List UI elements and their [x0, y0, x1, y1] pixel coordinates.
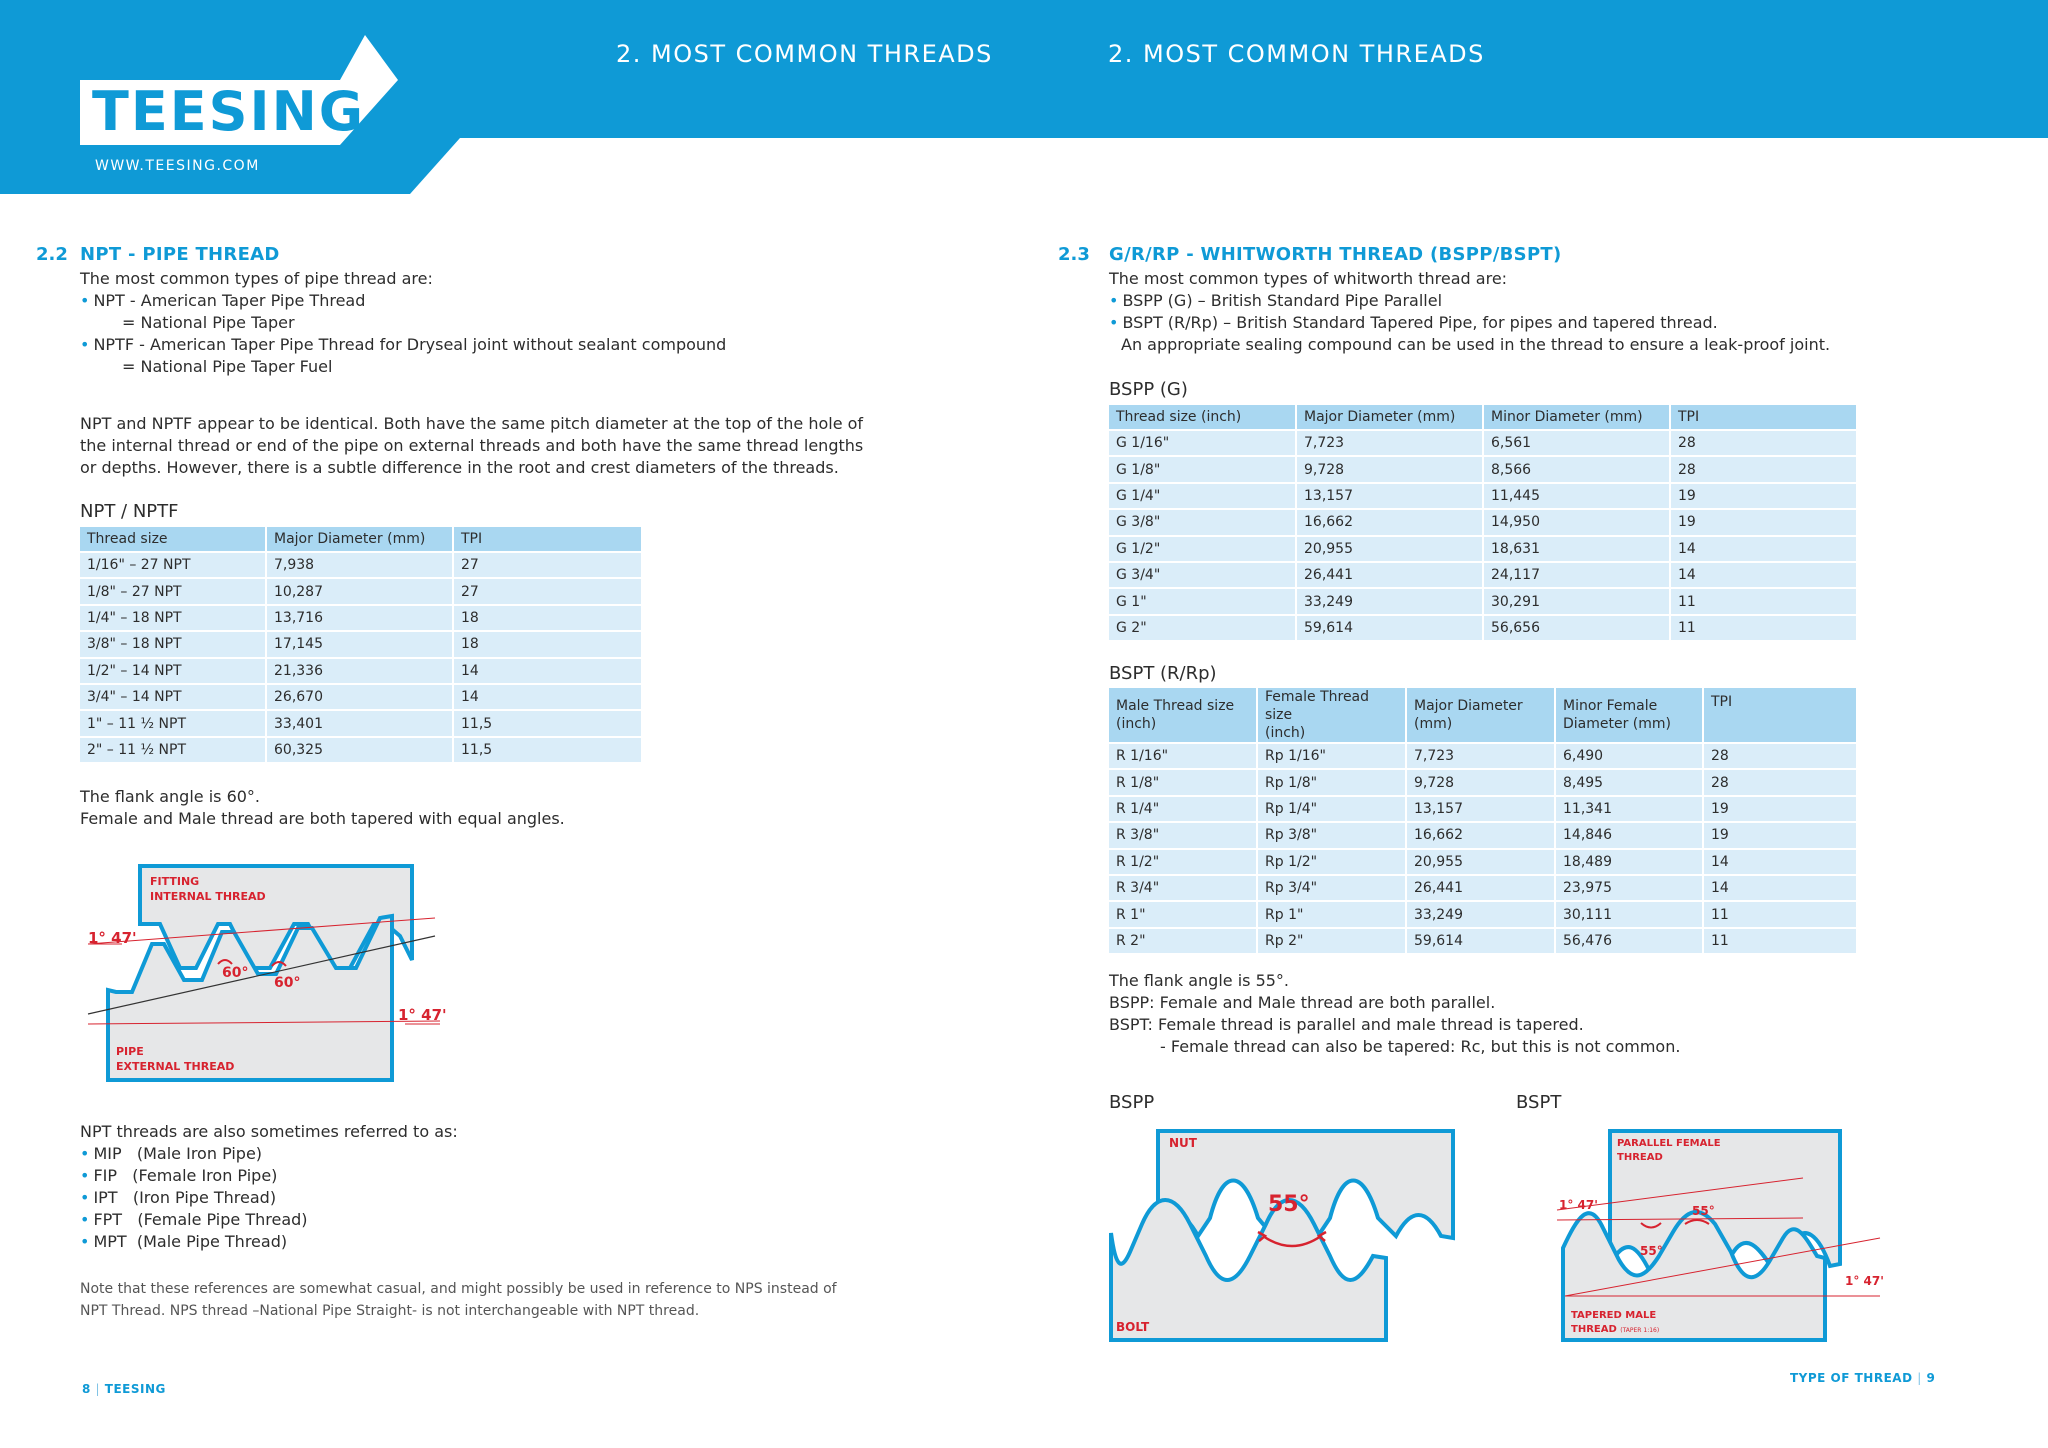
- column-header: Male Thread size (inch): [1109, 688, 1258, 744]
- table-cell: G 3/4": [1109, 563, 1297, 589]
- table-cell: 11,5: [454, 711, 641, 737]
- table-row: [1109, 537, 1856, 563]
- table-cell: 6,561: [1484, 431, 1671, 457]
- bspp-diagram-title: BSPP: [1109, 1092, 1155, 1113]
- table-cell: 2" – 11 ½ NPT: [80, 738, 267, 764]
- table-cell: 1/16" – 27 NPT: [80, 553, 267, 579]
- table-cell: 14: [1671, 563, 1856, 589]
- table-cell: Rp 1/16": [1258, 744, 1407, 770]
- table-cell: 28: [1704, 770, 1856, 796]
- bsp-flank-line: The flank angle is 55°.: [1109, 971, 1290, 990]
- table-cell: 11: [1704, 902, 1856, 928]
- bspt-male-label-line-2: THREAD (TAPER 1:16): [1571, 1324, 1660, 1335]
- table-cell: 14,950: [1484, 510, 1671, 536]
- table-cell: 8,566: [1484, 457, 1671, 483]
- table-row: [1109, 457, 1856, 483]
- table-cell: 20,955: [1297, 537, 1484, 563]
- table-row: [1109, 589, 1856, 615]
- table-cell: Rp 1": [1258, 902, 1407, 928]
- npt-bullet-1: • NPT - American Taper Pipe Thread: [80, 291, 366, 310]
- table-cell: 11: [1671, 616, 1856, 642]
- aliases-intro: NPT threads are also sometimes referred to as:: [80, 1122, 458, 1141]
- table-row: [1109, 484, 1856, 510]
- table-cell: 10,287: [267, 579, 454, 605]
- table-cell: R 1": [1109, 902, 1258, 928]
- npt-note-line: NPT Thread. NPS thread –National Pipe Straight- is not interchangeable with NPT thread.: [80, 1303, 700, 1319]
- table-cell: 1/4" – 18 NPT: [80, 606, 267, 632]
- table-cell: R 3/8": [1109, 823, 1258, 849]
- table-cell: 8,495: [1556, 770, 1704, 796]
- table-header-row: [80, 527, 641, 553]
- section-number-2-3: 2.3: [1058, 244, 1090, 265]
- table-cell: 17,145: [267, 632, 454, 658]
- section-title-whitworth: G/R/RP - WHITWORTH THREAD (BSPP/BSPT): [1109, 244, 1562, 265]
- table-cell: 27: [454, 579, 641, 605]
- whitworth-bullet-2: • BSPT (R/Rp) – British Standard Tapered Pipe, for pipes and tapered thread.: [1109, 313, 1718, 332]
- table-cell: 11,445: [1484, 484, 1671, 510]
- column-header: Female Thread size (inch): [1258, 688, 1407, 744]
- table-cell: Rp 3/8": [1258, 823, 1407, 849]
- column-header: Minor Female Diameter (mm): [1556, 688, 1704, 744]
- table-header-row: [1109, 688, 1856, 744]
- table-cell: 14: [1704, 876, 1856, 902]
- taper-angle-label: 1° 47': [88, 929, 137, 947]
- table-cell: 56,656: [1484, 616, 1671, 642]
- whitworth-bullet-1: • BSPP (G) – British Standard Pipe Parallel: [1109, 291, 1443, 310]
- table-cell: 26,441: [1297, 563, 1484, 589]
- table-row: [1109, 929, 1856, 955]
- table-cell: 1/8" – 27 NPT: [80, 579, 267, 605]
- bspp-flank-angle-label: 55°: [1268, 1192, 1310, 1217]
- logo: TEESING: [92, 80, 366, 143]
- table-cell: 20,955: [1407, 850, 1556, 876]
- alias-item: • IPT (Iron Pipe Thread): [80, 1188, 277, 1207]
- npt-bullet-2: • NPTF - American Taper Pipe Thread for Dryseal joint without sealant compound: [80, 335, 727, 354]
- taper-angle-label: 1° 47': [398, 1006, 447, 1024]
- column-header: Major Diameter (mm): [1407, 688, 1556, 744]
- table-row: [80, 711, 641, 737]
- npt-table-title: NPT / NPTF: [80, 501, 179, 522]
- bspt-female-label-line: PARALLEL FEMALE: [1617, 1138, 1721, 1149]
- table-cell: 9,728: [1297, 457, 1484, 483]
- table-cell: 7,723: [1407, 744, 1556, 770]
- npt-table: [80, 527, 641, 764]
- section-number-2-2: 2.2: [36, 244, 68, 265]
- table-cell: 26,441: [1407, 876, 1556, 902]
- column-header: Minor Diameter (mm): [1484, 405, 1671, 431]
- table-cell: R 1/8": [1109, 770, 1258, 796]
- bolt-label: BOLT: [1116, 1320, 1150, 1334]
- table-cell: 7,938: [267, 553, 454, 579]
- table-row: [80, 685, 641, 711]
- table-cell: 11,341: [1556, 797, 1704, 823]
- npt-note-line: Note that these references are somewhat casual, and might possibly be used in reference to NPS instead of: [80, 1281, 837, 1297]
- table-cell: 13,157: [1407, 797, 1556, 823]
- bspt-flank-angle-label: 55°: [1692, 1204, 1715, 1218]
- table-row: [1109, 616, 1856, 642]
- table-cell: G 3/8": [1109, 510, 1297, 536]
- alias-item: • FIP (Female Iron Pipe): [80, 1166, 278, 1185]
- table-cell: 33,249: [1407, 902, 1556, 928]
- table-cell: 14: [454, 685, 641, 711]
- table-cell: 56,476: [1556, 929, 1704, 955]
- table-cell: 1" – 11 ½ NPT: [80, 711, 267, 737]
- table-cell: R 1/2": [1109, 850, 1258, 876]
- table-cell: 59,614: [1297, 616, 1484, 642]
- table-row: [1109, 770, 1856, 796]
- table-cell: 14: [454, 659, 641, 685]
- fitting-label-line: INTERNAL THREAD: [150, 890, 266, 903]
- table-row: [1109, 797, 1856, 823]
- table-cell: G 1/4": [1109, 484, 1297, 510]
- column-header: TPI: [1704, 688, 1856, 744]
- table-cell: 14: [1671, 537, 1856, 563]
- fitting-label-line: FITTING: [150, 875, 200, 888]
- table-cell: G 1": [1109, 589, 1297, 615]
- npt-paragraph-line: or depths. However, there is a subtle difference in the root and crest diameters of the threads.: [80, 458, 839, 477]
- table-row: [1109, 431, 1856, 457]
- bspt-female-label-line: THREAD: [1617, 1152, 1663, 1163]
- bsp-flank-line: BSPT: Female thread is parallel and male thread is tapered.: [1109, 1015, 1584, 1034]
- npt-paragraph-line: NPT and NPTF appear to be identical. Both have the same pitch diameter at the top of the hole of: [80, 414, 864, 433]
- table-row: [1109, 744, 1856, 770]
- table-cell: 28: [1704, 744, 1856, 770]
- npt-flank-line: Female and Male thread are both tapered with equal angles.: [80, 809, 565, 828]
- table-cell: 13,716: [267, 606, 454, 632]
- table-row: [1109, 902, 1856, 928]
- footer-right: TYPE OF THREAD | 9: [1790, 1371, 1936, 1385]
- table-cell: 1/2" – 14 NPT: [80, 659, 267, 685]
- table-row: [80, 553, 641, 579]
- table-row: [80, 632, 641, 658]
- table-cell: 3/4" – 14 NPT: [80, 685, 267, 711]
- npt-paragraph-line: the internal thread or end of the pipe on external threads and both have the same thread lengths: [80, 436, 864, 455]
- npt-intro: The most common types of pipe thread are:: [80, 269, 433, 288]
- table-cell: 16,662: [1407, 823, 1556, 849]
- table-cell: 19: [1704, 823, 1856, 849]
- table-cell: Rp 1/8": [1258, 770, 1407, 796]
- table-cell: 9,728: [1407, 770, 1556, 796]
- table-cell: G 1/2": [1109, 537, 1297, 563]
- bspt-flank-angle-label: 55°: [1640, 1244, 1663, 1258]
- table-row: [1109, 876, 1856, 902]
- table-cell: R 1/16": [1109, 744, 1258, 770]
- table-cell: 18: [454, 632, 641, 658]
- table-cell: R 2": [1109, 929, 1258, 955]
- table-cell: R 3/4": [1109, 876, 1258, 902]
- table-cell: Rp 3/4": [1258, 876, 1407, 902]
- table-row: [80, 738, 641, 764]
- table-row: [1109, 823, 1856, 849]
- bspt-taper-angle-label: 1° 47': [1845, 1274, 1884, 1288]
- flank-angle-label: 60°: [222, 965, 249, 981]
- table-cell: 13,157: [1297, 484, 1484, 510]
- bsp-flank-line: BSPP: Female and Male thread are both parallel.: [1109, 993, 1496, 1012]
- column-header: Thread size: [80, 527, 267, 553]
- npt-bullet-1-sub: = National Pipe Taper: [122, 313, 295, 332]
- table-cell: 33,249: [1297, 589, 1484, 615]
- alias-item: • MPT (Male Pipe Thread): [80, 1232, 288, 1251]
- table-row: [1109, 563, 1856, 589]
- table-row: [80, 579, 641, 605]
- table-row: [1109, 850, 1856, 876]
- table-row: [80, 606, 641, 632]
- table-cell: G 2": [1109, 616, 1297, 642]
- table-cell: 21,336: [267, 659, 454, 685]
- table-cell: G 1/8": [1109, 457, 1297, 483]
- table-cell: 18,631: [1484, 537, 1671, 563]
- bspt-table: [1109, 688, 1856, 955]
- bspt-taper-angle-label: 1° 47': [1559, 1198, 1598, 1212]
- pipe-label-line: PIPE: [116, 1045, 144, 1058]
- column-header: Major Diameter (mm): [267, 527, 454, 553]
- table-cell: 23,975: [1556, 876, 1704, 902]
- column-header: TPI: [454, 527, 641, 553]
- column-header: Thread size (inch): [1109, 405, 1297, 431]
- nut-label: NUT: [1169, 1136, 1197, 1150]
- bspt-male-label: TAPERED MALE: [1571, 1310, 1657, 1321]
- table-cell: 18: [454, 606, 641, 632]
- table-cell: 60,325: [267, 738, 454, 764]
- table-cell: 28: [1671, 431, 1856, 457]
- table-cell: 30,111: [1556, 902, 1704, 928]
- taper-note: (TAPER 1:16): [1620, 1327, 1660, 1334]
- table-cell: 11: [1671, 589, 1856, 615]
- alias-item: • MIP (Male Iron Pipe): [80, 1144, 263, 1163]
- column-header: TPI: [1671, 405, 1856, 431]
- column-header: Major Diameter (mm): [1297, 405, 1484, 431]
- table-cell: 19: [1671, 484, 1856, 510]
- page-title-right: 2. MOST COMMON THREADS: [1108, 40, 1485, 68]
- table-cell: 7,723: [1297, 431, 1484, 457]
- website-url[interactable]: WWW.TEESING.COM: [95, 158, 260, 174]
- npt-bullet-2-sub: = National Pipe Taper Fuel: [122, 357, 333, 376]
- table-cell: 14,846: [1556, 823, 1704, 849]
- table-cell: 28: [1671, 457, 1856, 483]
- table-cell: Rp 2": [1258, 929, 1407, 955]
- bspt-diagram-title: BSPT: [1516, 1092, 1562, 1113]
- table-row: [80, 659, 641, 685]
- alias-item: • FPT (Female Pipe Thread): [80, 1210, 308, 1229]
- table-cell: 27: [454, 553, 641, 579]
- pipe-label-line: EXTERNAL THREAD: [116, 1060, 235, 1073]
- table-cell: 26,670: [267, 685, 454, 711]
- table-cell: 59,614: [1407, 929, 1556, 955]
- table-cell: 19: [1704, 797, 1856, 823]
- table-cell: 33,401: [267, 711, 454, 737]
- bspt-table-title: BSPT (R/Rp): [1109, 663, 1217, 684]
- table-cell: 16,662: [1297, 510, 1484, 536]
- page-title-left: 2. MOST COMMON THREADS: [616, 40, 993, 68]
- table-cell: 11: [1704, 929, 1856, 955]
- table-cell: R 1/4": [1109, 797, 1258, 823]
- flank-angle-label: 60°: [274, 975, 301, 991]
- table-cell: 6,490: [1556, 744, 1704, 770]
- table-cell: 18,489: [1556, 850, 1704, 876]
- bspp-table-title: BSPP (G): [1109, 379, 1188, 400]
- table-row: [1109, 510, 1856, 536]
- table-cell: 11,5: [454, 738, 641, 764]
- table-cell: 14: [1704, 850, 1856, 876]
- table-cell: 3/8" – 18 NPT: [80, 632, 267, 658]
- whitworth-bullet-2-cont: An appropriate sealing compound can be used in the thread to ensure a leak-proof joint.: [1121, 335, 1831, 354]
- table-cell: 30,291: [1484, 589, 1671, 615]
- table-cell: Rp 1/2": [1258, 850, 1407, 876]
- table-header-row: [1109, 405, 1856, 431]
- table-cell: G 1/16": [1109, 431, 1297, 457]
- table-cell: Rp 1/4": [1258, 797, 1407, 823]
- npt-flank-line: The flank angle is 60°.: [80, 787, 261, 806]
- table-cell: 24,117: [1484, 563, 1671, 589]
- bsp-flank-line: - Female thread can also be tapered: Rc, but this is not common.: [1160, 1037, 1681, 1056]
- footer-left: 8 | TEESING: [82, 1382, 166, 1396]
- table-cell: 19: [1671, 510, 1856, 536]
- bspp-table: [1109, 405, 1856, 642]
- bspp-thread-diagram: [1108, 1128, 1458, 1344]
- whitworth-intro: The most common types of whitworth thread are:: [1109, 269, 1508, 288]
- section-title-npt: NPT - PIPE THREAD: [80, 244, 280, 265]
